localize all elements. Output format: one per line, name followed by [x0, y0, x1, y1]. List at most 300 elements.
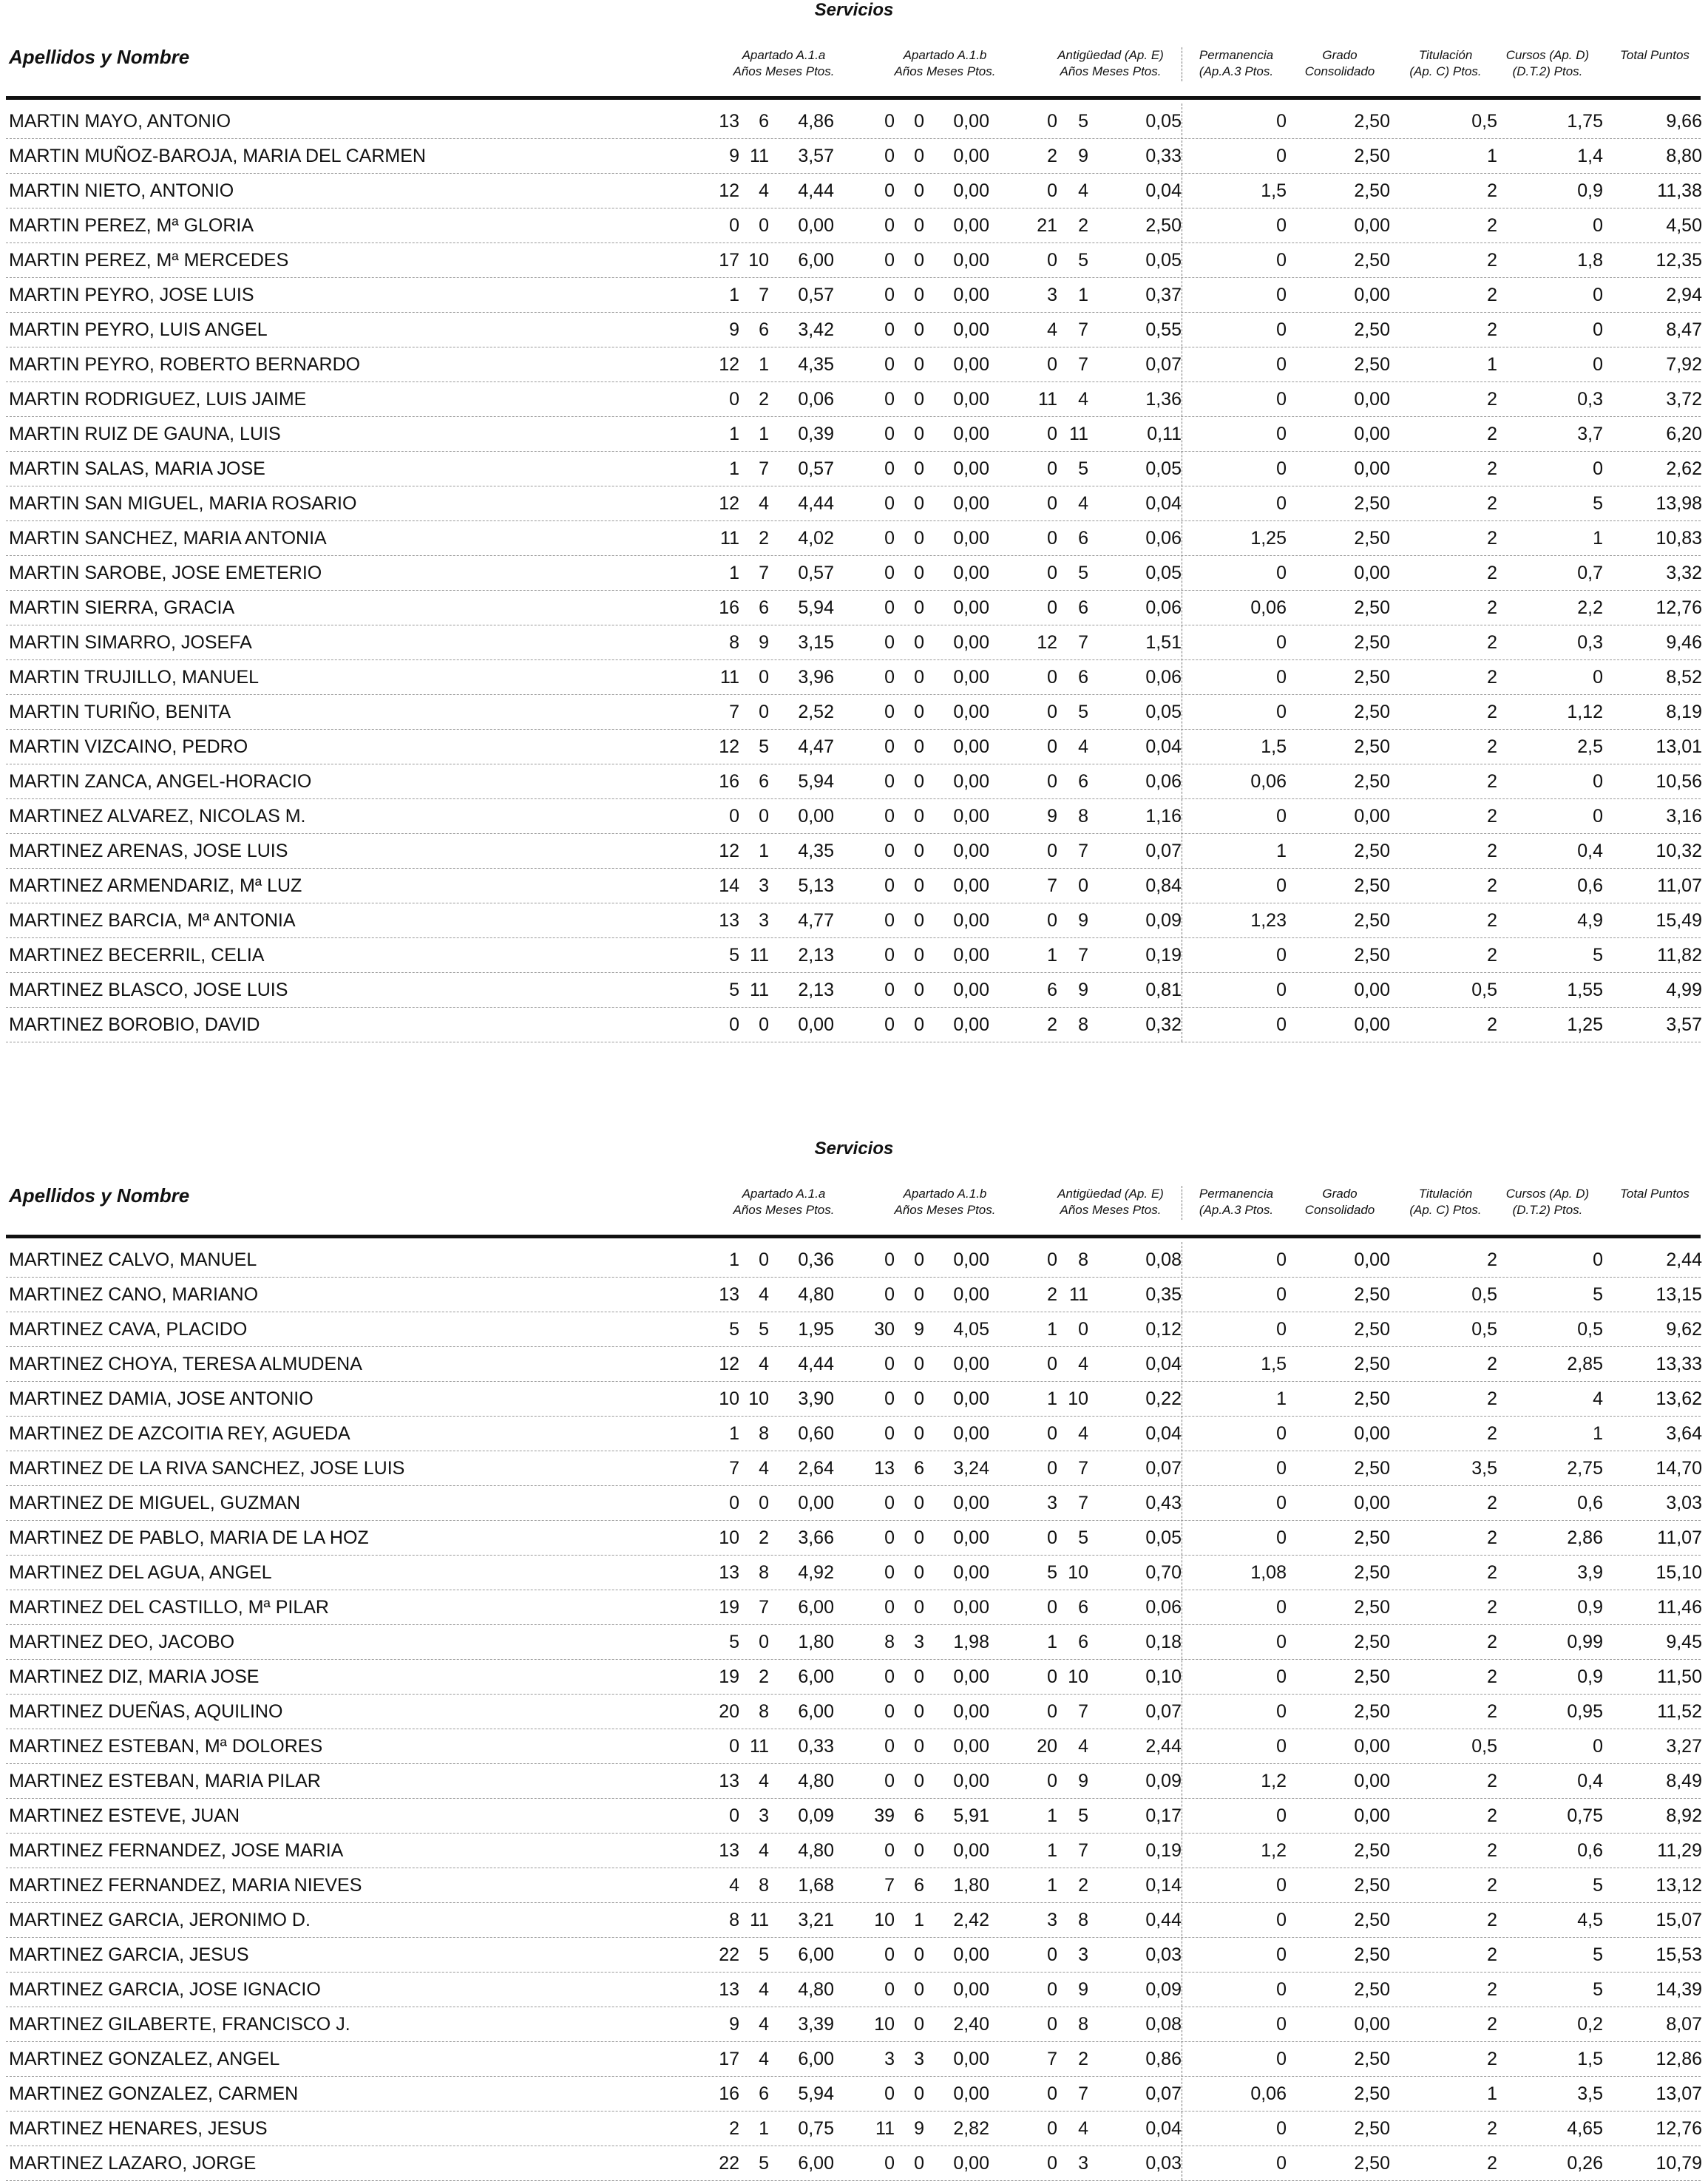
grado-consolidado: 2,50 [1354, 1910, 1390, 1930]
grado-consolidado: 2,50 [1354, 1666, 1390, 1687]
antig-points: 0,04 [1145, 2118, 1182, 2139]
a1a-points: 0,57 [798, 563, 834, 583]
table-row [6, 2111, 1701, 2146]
employee-name: MARTINEZ HENARES, JESUS [9, 2118, 268, 2139]
antig-months: 4 [1078, 1423, 1088, 1444]
cursos-points: 1 [1593, 1423, 1603, 1444]
antig-points: 2,50 [1145, 215, 1182, 236]
permanencia-points: 0 [1276, 493, 1287, 514]
grado-consolidado: 0,00 [1354, 806, 1390, 827]
total-points: 14,39 [1656, 1979, 1702, 2000]
column-header-line: Años Meses Ptos. [1060, 64, 1162, 78]
table-row [6, 1555, 1701, 1590]
permanencia-points: 1,08 [1250, 1562, 1287, 1583]
antig-years: 0 [1047, 736, 1057, 757]
titulacion-points: 2 [1487, 1014, 1497, 1035]
a1b-years: 0 [884, 1597, 895, 1618]
total-points: 9,46 [1666, 632, 1702, 653]
permanencia-points: 1,5 [1261, 180, 1287, 201]
a1b-months: 0 [914, 736, 924, 757]
a1b-years: 0 [884, 945, 895, 966]
a1a-months: 3 [759, 1805, 769, 1826]
antig-points: 0,37 [1145, 285, 1182, 305]
a1a-points: 0,00 [798, 1014, 834, 1035]
a1a-years: 13 [719, 1979, 739, 2000]
antig-years: 0 [1047, 528, 1057, 549]
employee-name: MARTINEZ DE PABLO, MARIA DE LA HOZ [9, 1527, 369, 1548]
a1a-years: 7 [729, 702, 739, 722]
a1b-months: 0 [914, 841, 924, 861]
antig-points: 0,19 [1145, 945, 1182, 966]
total-points: 14,70 [1656, 1458, 1702, 1479]
total-points: 13,33 [1656, 1354, 1702, 1374]
antig-years: 0 [1047, 1944, 1057, 1965]
cursos-points: 0,9 [1577, 1666, 1603, 1687]
a1b-years: 0 [884, 1944, 895, 1965]
a1b-months: 0 [914, 771, 924, 792]
a1b-points: 0,00 [953, 146, 989, 166]
cursos-points: 2,75 [1567, 1458, 1603, 1479]
cursos-points: 0,95 [1567, 1701, 1603, 1722]
a1b-points: 0,00 [953, 563, 989, 583]
antig-months: 7 [1078, 1701, 1088, 1722]
titulacion-points: 2 [1487, 1388, 1497, 1409]
a1b-points: 2,40 [953, 2014, 989, 2035]
column-header-line: Años Meses Ptos. [733, 1203, 835, 1217]
antig-months: 7 [1078, 2083, 1088, 2104]
a1a-months: 11 [750, 146, 769, 166]
a1a-points: 3,42 [798, 319, 834, 340]
grado-consolidado: 2,50 [1354, 1944, 1390, 1965]
a1b-points: 0,00 [953, 1284, 989, 1305]
titulacion-points: 0,5 [1471, 1319, 1497, 1340]
column-header-line: (D.T.2) Ptos. [1512, 64, 1583, 78]
grado-consolidado: 2,50 [1354, 528, 1390, 549]
cursos-points: 5 [1593, 1284, 1603, 1305]
permanencia-points: 0 [1276, 458, 1287, 479]
a1a-points: 0,36 [798, 1249, 834, 1270]
antig-points: 0,05 [1145, 250, 1182, 271]
table-row [6, 486, 1701, 521]
permanencia-points: 1,5 [1261, 736, 1287, 757]
table-row [6, 1694, 1701, 1729]
a1b-points: 0,00 [953, 458, 989, 479]
cursos-points: 1,5 [1577, 2049, 1603, 2069]
permanencia-points: 1 [1276, 1388, 1287, 1409]
antig-months: 3 [1078, 1944, 1088, 1965]
a1b-points: 0,00 [953, 528, 989, 549]
a1b-points: 0,00 [953, 1388, 989, 1409]
a1b-years: 30 [874, 1319, 895, 1340]
a1a-months: 4 [759, 1284, 769, 1305]
a1a-points: 5,94 [798, 771, 834, 792]
a1b-years: 0 [884, 458, 895, 479]
a1b-years: 0 [884, 2083, 895, 2104]
antig-years: 2 [1047, 146, 1057, 166]
titulacion-points: 2 [1487, 806, 1497, 827]
table-row [6, 555, 1701, 591]
a1b-points: 0,00 [953, 2153, 989, 2174]
a1b-months: 6 [914, 1805, 924, 1826]
employee-name: MARTIN PEYRO, JOSE LUIS [9, 285, 254, 305]
a1a-years: 5 [729, 945, 739, 966]
antig-months: 10 [1068, 1388, 1088, 1409]
permanencia-points: 0 [1276, 667, 1287, 688]
antig-years: 0 [1047, 1701, 1057, 1722]
a1a-points: 0,06 [798, 389, 834, 410]
table-row [6, 2076, 1701, 2112]
total-points: 8,47 [1666, 319, 1702, 340]
grado-consolidado: 2,50 [1354, 771, 1390, 792]
antig-months: 10 [1068, 1666, 1088, 1687]
titulacion-points: 2 [1487, 1249, 1497, 1270]
grado-consolidado: 2,50 [1354, 841, 1390, 861]
a1a-points: 2,64 [798, 1458, 834, 1479]
a1a-points: 0,00 [798, 806, 834, 827]
antig-years: 2 [1047, 1014, 1057, 1035]
employee-name: MARTINEZ BARCIA, Mª ANTONIA [9, 910, 296, 931]
cursos-points: 0 [1593, 806, 1603, 827]
a1b-years: 0 [884, 146, 895, 166]
a1b-months: 6 [914, 1458, 924, 1479]
a1b-points: 3,24 [953, 1458, 989, 1479]
titulacion-points: 2 [1487, 1666, 1497, 1687]
permanencia-points: 0 [1276, 702, 1287, 722]
total-points: 7,92 [1666, 354, 1702, 375]
a1a-years: 0 [729, 806, 739, 827]
titulacion-points: 2 [1487, 250, 1497, 271]
table-row [6, 1520, 1701, 1556]
employee-name: MARTINEZ CAVA, PLACIDO [9, 1319, 248, 1340]
a1b-years: 0 [884, 493, 895, 514]
a1b-months: 0 [914, 1597, 924, 1618]
employee-name: MARTINEZ DE MIGUEL, GUZMAN [9, 1493, 301, 1513]
permanencia-points: 0 [1276, 285, 1287, 305]
antig-months: 4 [1078, 180, 1088, 201]
employee-name: MARTIN PEREZ, Mª MERCEDES [9, 250, 289, 271]
a1a-years: 9 [729, 319, 739, 340]
grado-consolidado: 0,00 [1354, 1249, 1390, 1270]
a1b-years: 0 [884, 1562, 895, 1583]
a1b-points: 0,00 [953, 980, 989, 1000]
a1b-points: 0,00 [953, 1736, 989, 1757]
employee-name: MARTINEZ ESTEVE, JUAN [9, 1805, 240, 1826]
antig-years: 3 [1047, 1910, 1057, 1930]
grado-consolidado: 2,50 [1354, 111, 1390, 132]
a1a-points: 5,94 [798, 2083, 834, 2104]
titulacion-points: 2 [1487, 1805, 1497, 1826]
antig-months: 8 [1078, 2014, 1088, 2035]
permanencia-points: 0,06 [1250, 597, 1287, 618]
employee-name: MARTINEZ ALVAREZ, NICOLAS M. [9, 806, 306, 827]
titulacion-points: 2 [1487, 2153, 1497, 2174]
total-points: 6,20 [1666, 424, 1702, 444]
a1a-months: 0 [759, 667, 769, 688]
titulacion-points: 2 [1487, 319, 1497, 340]
a1a-points: 0,33 [798, 1736, 834, 1757]
permanencia-points: 0 [1276, 1666, 1287, 1687]
a1b-points: 0,00 [953, 250, 989, 271]
a1a-months: 2 [759, 1666, 769, 1687]
total-points: 12,76 [1656, 597, 1702, 618]
a1b-points: 0,00 [953, 1840, 989, 1861]
antig-years: 0 [1047, 1979, 1057, 2000]
a1a-points: 3,39 [798, 2014, 834, 2035]
grado-consolidado: 0,00 [1354, 1014, 1390, 1035]
a1a-points: 0,60 [798, 1423, 834, 1444]
grado-consolidado: 2,50 [1354, 667, 1390, 688]
column-header-line: Apartado A.1.a [742, 1187, 826, 1201]
a1a-points: 6,00 [798, 1701, 834, 1722]
total-points: 2,62 [1666, 458, 1702, 479]
table-row [6, 833, 1701, 869]
antig-months: 8 [1078, 806, 1088, 827]
a1b-points: 0,00 [953, 319, 989, 340]
a1a-years: 17 [719, 250, 739, 271]
cursos-points: 1 [1593, 528, 1603, 549]
a1b-months: 0 [914, 1249, 924, 1270]
antig-years: 0 [1047, 1458, 1057, 1479]
column-header-line: Cursos (Ap. D) [1505, 48, 1590, 62]
cursos-points: 0,75 [1567, 1805, 1603, 1826]
a1a-points: 0,75 [798, 2118, 834, 2139]
permanencia-points: 1 [1276, 841, 1287, 861]
employee-name: MARTIN MAYO, ANTONIO [9, 111, 231, 132]
a1a-months: 11 [750, 945, 769, 966]
a1b-months: 0 [914, 1388, 924, 1409]
a1a-years: 10 [719, 1527, 739, 1548]
column-header-line: Permanencia [1199, 48, 1274, 62]
a1b-years: 0 [884, 563, 895, 583]
cursos-points: 0,6 [1577, 1840, 1603, 1861]
antig-points: 0,09 [1145, 910, 1182, 931]
employee-name: MARTINEZ FERNANDEZ, MARIA NIEVES [9, 1875, 362, 1896]
antig-years: 0 [1047, 771, 1057, 792]
grado-consolidado: 0,00 [1354, 458, 1390, 479]
table-row [6, 416, 1701, 452]
antig-months: 5 [1078, 111, 1088, 132]
a1a-points: 4,47 [798, 736, 834, 757]
permanencia-points: 0 [1276, 1910, 1287, 1930]
table-row [6, 972, 1701, 1008]
antig-years: 20 [1037, 1736, 1057, 1757]
a1b-years: 0 [884, 1666, 895, 1687]
table-row [6, 1485, 1701, 1521]
a1b-points: 0,00 [953, 1597, 989, 1618]
permanencia-points: 0 [1276, 250, 1287, 271]
column-header-line: Titulación [1418, 1187, 1473, 1201]
a1a-points: 1,68 [798, 1875, 834, 1896]
a1a-points: 4,35 [798, 354, 834, 375]
permanencia-points: 1,2 [1261, 1771, 1287, 1791]
total-points: 13,07 [1656, 2083, 1702, 2104]
column-header-line: Grado [1322, 48, 1358, 62]
a1b-points: 0,00 [953, 354, 989, 375]
table-row [6, 312, 1701, 347]
a1b-years: 0 [884, 1388, 895, 1409]
cursos-points: 0,3 [1577, 632, 1603, 653]
employee-name: MARTIN NIETO, ANTONIO [9, 180, 234, 201]
a1a-years: 0 [729, 1805, 739, 1826]
antig-years: 0 [1047, 597, 1057, 618]
a1a-years: 1 [729, 424, 739, 444]
a1b-points: 0,00 [953, 1944, 989, 1965]
antig-years: 1 [1047, 945, 1057, 966]
a1b-points: 1,98 [953, 1632, 989, 1652]
a1a-months: 3 [759, 875, 769, 896]
titulacion-points: 1 [1487, 354, 1497, 375]
a1b-months: 0 [914, 146, 924, 166]
table-row [6, 868, 1701, 903]
total-points: 15,10 [1656, 1562, 1702, 1583]
a1b-years: 13 [874, 1458, 895, 1479]
cursos-points: 1,8 [1577, 250, 1603, 271]
a1b-points: 0,00 [953, 1249, 989, 1270]
table-row [6, 1451, 1701, 1486]
titulacion-points: 2 [1487, 1875, 1497, 1896]
permanencia-points: 1,5 [1261, 1354, 1287, 1374]
titulacion-points: 2 [1487, 2049, 1497, 2069]
total-points: 9,45 [1666, 1632, 1702, 1652]
antig-months: 4 [1078, 1354, 1088, 1374]
section-title: Servicios [814, 1139, 894, 1159]
a1b-months: 6 [914, 1875, 924, 1896]
table-row [6, 1902, 1701, 1938]
titulacion-points: 0,5 [1471, 1736, 1497, 1757]
cursos-points: 0 [1593, 1249, 1603, 1270]
employee-name: MARTIN PEYRO, ROBERTO BERNARDO [9, 354, 361, 375]
a1b-months: 0 [914, 2014, 924, 2035]
a1b-years: 0 [884, 597, 895, 618]
column-header-name: Apellidos y Nombre [9, 46, 190, 68]
titulacion-points: 2 [1487, 389, 1497, 410]
antig-points: 0,07 [1145, 1701, 1182, 1722]
a1a-months: 7 [759, 458, 769, 479]
antig-months: 4 [1078, 1736, 1088, 1757]
employee-name: MARTINEZ GONZALEZ, CARMEN [9, 2083, 299, 2104]
antig-years: 0 [1047, 1354, 1057, 1374]
grado-consolidado: 2,50 [1354, 2083, 1390, 2104]
employee-name: MARTINEZ DEL AGUA, ANGEL [9, 1562, 272, 1583]
titulacion-points: 2 [1487, 875, 1497, 896]
a1a-points: 6,00 [798, 1944, 834, 1965]
grado-consolidado: 2,50 [1354, 1701, 1390, 1722]
table-row [6, 277, 1701, 313]
permanencia-points: 0 [1276, 146, 1287, 166]
antig-years: 0 [1047, 1423, 1057, 1444]
a1b-months: 0 [914, 1527, 924, 1548]
cursos-points: 4 [1593, 1388, 1603, 1409]
permanencia-points: 0 [1276, 1014, 1287, 1035]
a1a-months: 1 [759, 354, 769, 375]
employee-name: MARTINEZ GARCIA, JESUS [9, 1944, 249, 1965]
a1a-years: 19 [719, 1597, 739, 1618]
a1b-months: 0 [914, 2153, 924, 2174]
a1a-points: 4,80 [798, 1979, 834, 2000]
a1b-years: 0 [884, 667, 895, 688]
a1a-years: 5 [729, 980, 739, 1000]
total-points: 10,56 [1656, 771, 1702, 792]
titulacion-points: 2 [1487, 736, 1497, 757]
a1b-years: 0 [884, 1249, 895, 1270]
grado-consolidado: 0,00 [1354, 389, 1390, 410]
a1a-months: 4 [759, 1771, 769, 1791]
titulacion-points: 1 [1487, 146, 1497, 166]
employee-name: MARTINEZ DE LA RIVA SANCHEZ, JOSE LUIS [9, 1458, 405, 1479]
column-header-line: (D.T.2) Ptos. [1512, 1203, 1583, 1217]
cursos-points: 4,9 [1577, 910, 1603, 931]
total-points: 13,62 [1656, 1388, 1702, 1409]
a1b-months: 0 [914, 319, 924, 340]
a1a-months: 1 [759, 2118, 769, 2139]
a1b-points: 0,00 [953, 180, 989, 201]
grado-consolidado: 2,50 [1354, 945, 1390, 966]
a1a-months: 4 [759, 1840, 769, 1861]
a1a-months: 3 [759, 910, 769, 931]
permanencia-points: 0 [1276, 2153, 1287, 2174]
a1b-months: 0 [914, 875, 924, 896]
a1a-years: 13 [719, 910, 739, 931]
cursos-points: 0,3 [1577, 389, 1603, 410]
a1b-points: 0,00 [953, 424, 989, 444]
antig-points: 0,05 [1145, 702, 1182, 722]
table-row [6, 242, 1701, 278]
cursos-points: 1,25 [1567, 1014, 1603, 1035]
total-points: 11,52 [1657, 1701, 1702, 1722]
a1b-years: 0 [884, 1493, 895, 1513]
titulacion-points: 2 [1487, 702, 1497, 722]
cursos-points: 0 [1593, 215, 1603, 236]
table-row [6, 625, 1701, 660]
table-row [6, 104, 1701, 139]
a1b-points: 0,00 [953, 632, 989, 653]
table-row [6, 381, 1701, 417]
a1b-months: 1 [914, 1910, 924, 1930]
a1a-months: 4 [759, 1979, 769, 2000]
antig-months: 5 [1078, 250, 1088, 271]
total-points: 3,16 [1666, 806, 1702, 827]
grado-consolidado: 2,50 [1354, 1527, 1390, 1548]
total-points: 3,32 [1666, 563, 1702, 583]
employee-name: MARTIN TRUJILLO, MANUEL [9, 667, 260, 688]
a1b-points: 2,82 [953, 2118, 989, 2139]
a1a-months: 1 [759, 841, 769, 861]
titulacion-points: 2 [1487, 215, 1497, 236]
a1b-months: 0 [914, 1666, 924, 1687]
permanencia-points: 0 [1276, 2118, 1287, 2139]
grado-consolidado: 2,50 [1354, 875, 1390, 896]
a1a-years: 5 [729, 1632, 739, 1652]
a1a-months: 6 [759, 319, 769, 340]
employee-name: MARTINEZ DAMIA, JOSE ANTONIO [9, 1388, 314, 1409]
a1b-points: 0,00 [953, 806, 989, 827]
antig-years: 7 [1047, 2049, 1057, 2069]
antig-years: 0 [1047, 1597, 1057, 1618]
grado-consolidado: 2,50 [1354, 1458, 1390, 1479]
antig-months: 6 [1078, 771, 1088, 792]
a1a-years: 11 [720, 667, 739, 688]
column-header-line: Total Puntos [1620, 48, 1690, 62]
cursos-points: 0 [1593, 458, 1603, 479]
column-header-line: (Ap.A.3 Ptos. [1199, 64, 1274, 78]
table-row [6, 1590, 1701, 1625]
total-points: 3,72 [1666, 389, 1702, 410]
a1a-years: 0 [729, 1736, 739, 1757]
a1a-months: 0 [759, 806, 769, 827]
a1b-months: 0 [914, 458, 924, 479]
a1a-points: 0,09 [798, 1805, 834, 1826]
table-row [6, 1346, 1701, 1382]
